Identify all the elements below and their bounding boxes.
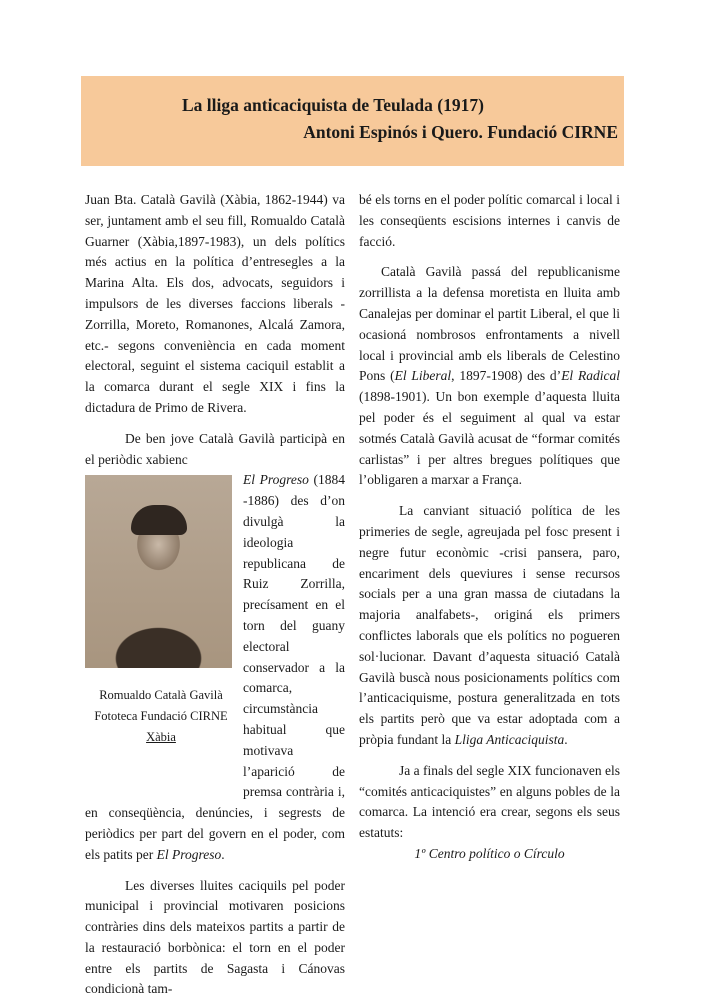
list-item: 1º Centro político o Círculo (414, 845, 565, 861)
paragraph: El Progreso (1884 -1886) des d’on divulgà la ideologia republicana de Ruiz Zorrilla, precísament en el torn del guany electoral conservador a la comarca, circumstància habitual que motivava l’aparició de premsa contrària i, en conseqüència, denúncies, i segrests de periòdics per part del govern en el poder, com els patits per El Progreso. (85, 472, 345, 862)
right-column (359, 190, 620, 865)
left-column (85, 190, 345, 1000)
paragraph: Juan Bta. Català Gavilà (Xàbia, 1862-1944) va ser, juntament amb el seu fill, Romualdo Català Guarner (Xàbia,1897-1983), un dels polítics més actius en la política d’entresegles a la Marina Alta. Els dos, advocats, seguidors i impulsors de les diverses faccions liberals -Zorrilla, Moreto, Romanones, Alcalá Zamora, etc.- segons conveniència en cada moment electoral, seguint el sistema caciquil establit a la comarca durant el segle XIX i fins la dictadura de Primo de Rivera. (85, 192, 345, 415)
paragraph: Català Gavilà passá del republicanisme zorrillista a la defensa moretista en lluita amb Canalejas per dominar el partit Liberal, el que li ocasioná nombrosos enfrontaments a nivell local i provincial amb els liberals de Celestino Pons (El Liberal, 1897-1908) des d’El Radical (1898-1901). Un bon exemple d’aquesta lluita pel poder és el seguiment al qual va estar sotmés Català Gavilà acusat de “formar comités carlistas” i per altres bregues polítiques que l’obligaren a marxar a França. (359, 264, 620, 488)
title-banner (81, 76, 624, 166)
paragraph: Les diverses lluites caciquils pel poder municipal i provincial motivaren posicions contràries dins dels mateixos partits a partir de la restauració borbònica: el torn en el poder entre els partits de Sagasta i Cánovas condicionà tam- (85, 877, 345, 997)
photo-caption: Romualdo Català Gavilà Fototeca Fundació CIRNE Xàbia (94, 688, 228, 745)
paragraph: La canviant situació política de les primeries de segle, agreujada pel fosc present i negre futur econòmic -crisi pansera, paro, encariment dels queviures i sense recursos socials per a una gran massa de ciutadans la majoria analfabets-, originá els primers conflictes laborals que els polítics no pogueren sol·lucionar. Davant d’aquesta situació Català Gavilà buscà nous posicionaments polítics com l’anticaciquisme, postura generalitzada en tots els partits però que va estar adoptada com a pròpia fundant la Lliga Anticaciquista. (359, 503, 620, 747)
article-author: Antoni Espinós i Quero. Fundació CIRNE (303, 122, 618, 142)
portrait-photo (85, 475, 232, 668)
article-title: La lliga anticaciquista de Teulada (1917) (182, 95, 484, 115)
paragraph: De ben jove Català Gavilà participà en el periòdic xabienc (85, 430, 345, 467)
paragraph: Ja a finals del segle XIX funcionaven els “comités anticaciquistes” en alguns pobles de la comarca. La intenció era crear, segons els seus estatuts: (359, 762, 620, 841)
photo-figure (85, 470, 237, 788)
paragraph: bé els torns en el poder polític comarcal i local i les conseqüents escisions internes i canvis de facció. (359, 192, 620, 249)
